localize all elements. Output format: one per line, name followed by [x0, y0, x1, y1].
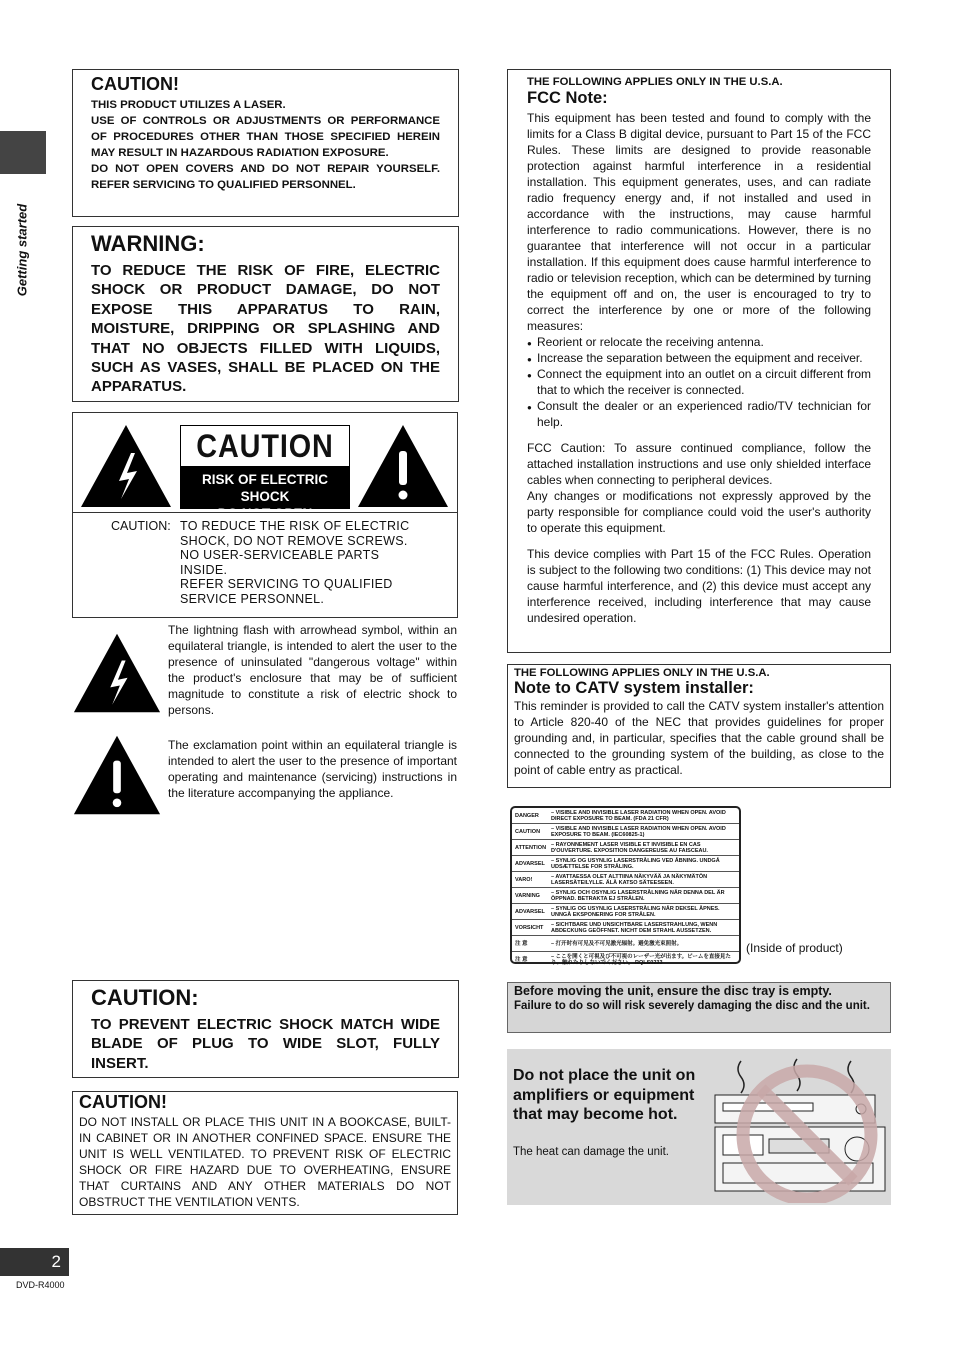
disc-tray-line2: Failure to do so will risk severely damaging the disc and the unit.	[514, 1000, 870, 1012]
disc-tray-note	[507, 982, 891, 1033]
caution-sign-sub1: RISK OF ELECTRIC SHOCK	[201, 472, 328, 504]
caution-plug-text: TO PREVENT ELECTRIC SHOCK MATCH WIDE BLADE OF PLUG TO WIDE SLOT, FULLY INSERT.	[91, 1016, 440, 1072]
heat-title: Do not place the unit on amplifiers or equipment that may become hot.	[513, 1067, 696, 1123]
no-stacking-illustration	[709, 1053, 889, 1203]
heat-warning-box	[507, 1049, 891, 1205]
laser-label-row: VARO! – AVATTAESSA OLET ALTTIINA NÄKYVÄÄ JA NÄKYMÄTÖN LASERSÄTEILYLLE. ÄLÄ KATSO SÄTEESEEN.	[512, 872, 739, 888]
caution-label-prefix: CAUTION:	[111, 519, 171, 533]
shock-label-box	[72, 412, 458, 618]
caution-label-line: TO REDUCE THE RISK OF ELECTRIC	[180, 519, 410, 533]
exclamation-triangle-icon	[356, 423, 450, 509]
section-label: Getting started	[14, 203, 30, 297]
catv-box	[507, 664, 891, 788]
caution-install-title: CAUTION!	[79, 1092, 167, 1112]
caution-label-line: NO USER-SERVICEABLE PARTS	[180, 548, 380, 562]
caution-label-line: SHOCK, DO NOT REMOVE SCREWS.	[180, 533, 408, 548]
laser-label-row: ADVARSEL – SYNLIG OG USYNLIG LASERSTRÅLING NÅR DEKSEL ÅPNES. UNNGÅ EKSPONERING FOR STRÅLEN.	[512, 904, 739, 920]
laser-label-row: ATTENTION – RAYONNEMENT LASER VISIBLE ET INVISIBLE EN CAS D'OUVERTURE. EXPOSITION DANGEREUSE AU FAISCEAU.	[512, 840, 739, 856]
warning-box	[72, 226, 459, 402]
laser-label-row: VARNING – SYNLIG OCH OSYNLIG LASERSTRÅLNING NÄR DENNA DEL ÄR ÖPPNAD. BETRAKTA EJ STRÅLEN.	[512, 888, 739, 904]
caution-laser-line: THIS PRODUCT UTILIZES A LASER.	[91, 99, 286, 111]
fcc-part15: This device complies with Part 15 of the FCC Rules. Operation is subject to the following two conditions: (1) This device may not cause harmful interference, and (2) this device must accept any interference received, including interference that may cause undesired operation.	[527, 547, 871, 625]
laser-label-row: VORSICHT – SICHTBARE UND UNSICHTBARE LASERSTRAHLUNG, WENN ABDECKUNG GEÖFFNET. NICHT DEM STRAHL AUSSETZEN.	[512, 920, 739, 936]
laser-label-note: (Inside of product)	[746, 941, 843, 955]
fcc-applies: THE FOLLOWING APPLIES ONLY IN THE U.S.A.	[527, 76, 783, 88]
fcc-bullet: ● Connect the equipment into an outlet on a circuit different from that to which the receiver is connected.	[527, 366, 871, 398]
fcc-box	[507, 69, 891, 653]
section-tab	[0, 131, 46, 174]
warning-title: WARNING:	[91, 231, 205, 256]
lightning-explanation: The lightning flash with arrowhead symbol, within an equilateral triangle, is intended to alert the user to the presence of uninsulated "dangerous voltage" within the product's enclosure that may be of sufficient magnitude to constitute a risk of electric shock to persons.	[168, 623, 457, 717]
caution-label-line: SERVICE PERSONNEL.	[180, 591, 325, 606]
caution-laser-box	[72, 69, 459, 217]
caution-label-line: REFER SERVICING TO QUALIFIED	[180, 577, 393, 591]
warning-text: TO REDUCE THE RISK OF FIRE, ELECTRIC SHOCK OR PRODUCT DAMAGE, DO NOT EXPOSE THIS APPARATUS TO RAIN, MOISTURE, DRIPPING OR SPLASHING AND THAT NO OBJECTS FILLED WITH LIQUIDS, SUCH AS VASES, SHALL BE PLACED ON THE APPARATUS.	[91, 262, 440, 396]
model-number: DVD-R4000	[16, 1280, 65, 1290]
lightning-triangle-icon	[79, 423, 173, 509]
caution-plug-title: CAUTION:	[91, 985, 199, 1010]
heat-sub: The heat can damage the unit.	[513, 1146, 669, 1158]
laser-label-row: 注 意 – 打开时有可见及不可见激光辐射。避免激光束照射。	[512, 936, 739, 952]
disc-tray-line1: Before moving the unit, ensure the disc tray is empty.	[514, 984, 832, 998]
catv-body: This reminder is provided to call the CATV system installer's attention to Article 820-40 of the NEC that provides guidelines for proper grounding and, in particular, specifies that the cable ground shall be connected to the grounding system of the building, as close to the point of cable entry as practical.	[514, 699, 884, 777]
caution-sign-sub2: DO NOT OPEN	[217, 506, 313, 521]
fcc-bullet: ● Increase the separation between the equipment and receiver.	[527, 350, 871, 366]
laser-label-row: ADVARSEL – SYNLIG OG USYNLIG LASERSTRÅLING VED ÅBNING. UNDGÅ UDSÆTTELSE FOR STRÅLING.	[512, 856, 739, 872]
exclamation-explanation: The exclamation point within an equilateral triangle is intended to alert the user to the presence of important operating and maintenance (servicing) instructions in the literature accompanying the appliance.	[168, 738, 457, 800]
fcc-bullet: ● Reorient or relocate the receiving antenna.	[527, 334, 871, 350]
lightning-triangle-icon	[72, 630, 162, 716]
caution-laser-line: USE OF CONTROLS OR ADJUSTMENTS OR PERFORMANCE OF PROCEDURES OTHER THAN THOSE SPECIFIED HEREIN MAY RESULT IN HAZARDOUS RADIATION EXPOSURE.	[91, 115, 440, 159]
caution-sign	[180, 425, 350, 521]
caution-laser-line: DO NOT OPEN COVERS AND DO NOT REPAIR YOURSELF. REFER SERVICING TO QUALIFIED PERSONNEL.	[91, 163, 440, 191]
laser-warning-label	[510, 806, 741, 964]
catv-title: Note to CATV system installer:	[514, 679, 754, 697]
fcc-body: This equipment has been tested and found to comply with the limits for a Class B digital device, pursuant to Part 15 of the FCC Rules. These limits are designed to provide reasonable protection against harmful interference in a residential installation. This equipment generates, uses, and can radiate radio frequency energy and, if not installed and used in accordance with the instructions, may cause harmful interference to radio communications. However, there is no guarantee that interference will not occur in a particular installation. If this equipment does cause harmful interference to radio or television reception, which can be determined by turning the equipment off and on, the user is encouraged to try to correct the interference by one or more of the following measures:	[527, 111, 871, 333]
caution-plug-box	[72, 980, 459, 1078]
caution-label-line: INSIDE.	[180, 562, 228, 577]
caution-laser-title: CAUTION!	[91, 74, 179, 94]
caution-install-text: DO NOT INSTALL OR PLACE THIS UNIT IN A BOOKCASE, BUILT-IN CABINET OR IN ANOTHER CONFINED SPACE. ENSURE THE UNIT IS WELL VENTILATED. TO PREVENT RISK OF ELECTRIC SHOCK OR FIRE HAZARD DUE TO OVERHEATING, ENSURE THAT CURTAINS AND ANY OTHER MATERIALS DO NOT OBSTRUCT THE VENTILATION VENTS.	[79, 1115, 451, 1209]
laser-label-row: 注 意 – ここを開くと可視及び不可視のレーザー光が出ます。ビームを直接見たり、触れたりしないでください。 RQLS0233	[515, 953, 731, 966]
catv-applies: THE FOLLOWING APPLIES ONLY IN THE U.S.A.	[514, 667, 770, 679]
fcc-caution: FCC Caution: To assure continued compliance, follow the attached installation instructions and use only shielded interface cables when connecting to peripheral devices.	[527, 441, 871, 487]
fcc-changes: Any changes or modifications not expressly approved by the party responsible for compliance could void the user's authority to operate this equipment.	[527, 489, 871, 535]
caution-sign-title: CAUTION	[196, 428, 334, 464]
exclamation-triangle-icon	[72, 732, 162, 818]
laser-label-row: DANGER – VISIBLE AND INVISIBLE LASER RADIATION WHEN OPEN. AVOID DIRECT EXPOSURE TO BEAM. (FDA 21 CFR)	[512, 808, 739, 824]
fcc-title: FCC Note:	[527, 89, 608, 107]
fcc-bullet: ● Consult the dealer or an experienced radio/TV technician for help.	[527, 398, 871, 430]
laser-label-row: CAUTION – VISIBLE AND INVISIBLE LASER RADIATION WHEN OPEN. AVOID EXPOSURE TO BEAM. (IEC60825-1)	[512, 824, 739, 840]
page-number: 2	[0, 1248, 69, 1276]
caution-install-box	[72, 1091, 458, 1215]
